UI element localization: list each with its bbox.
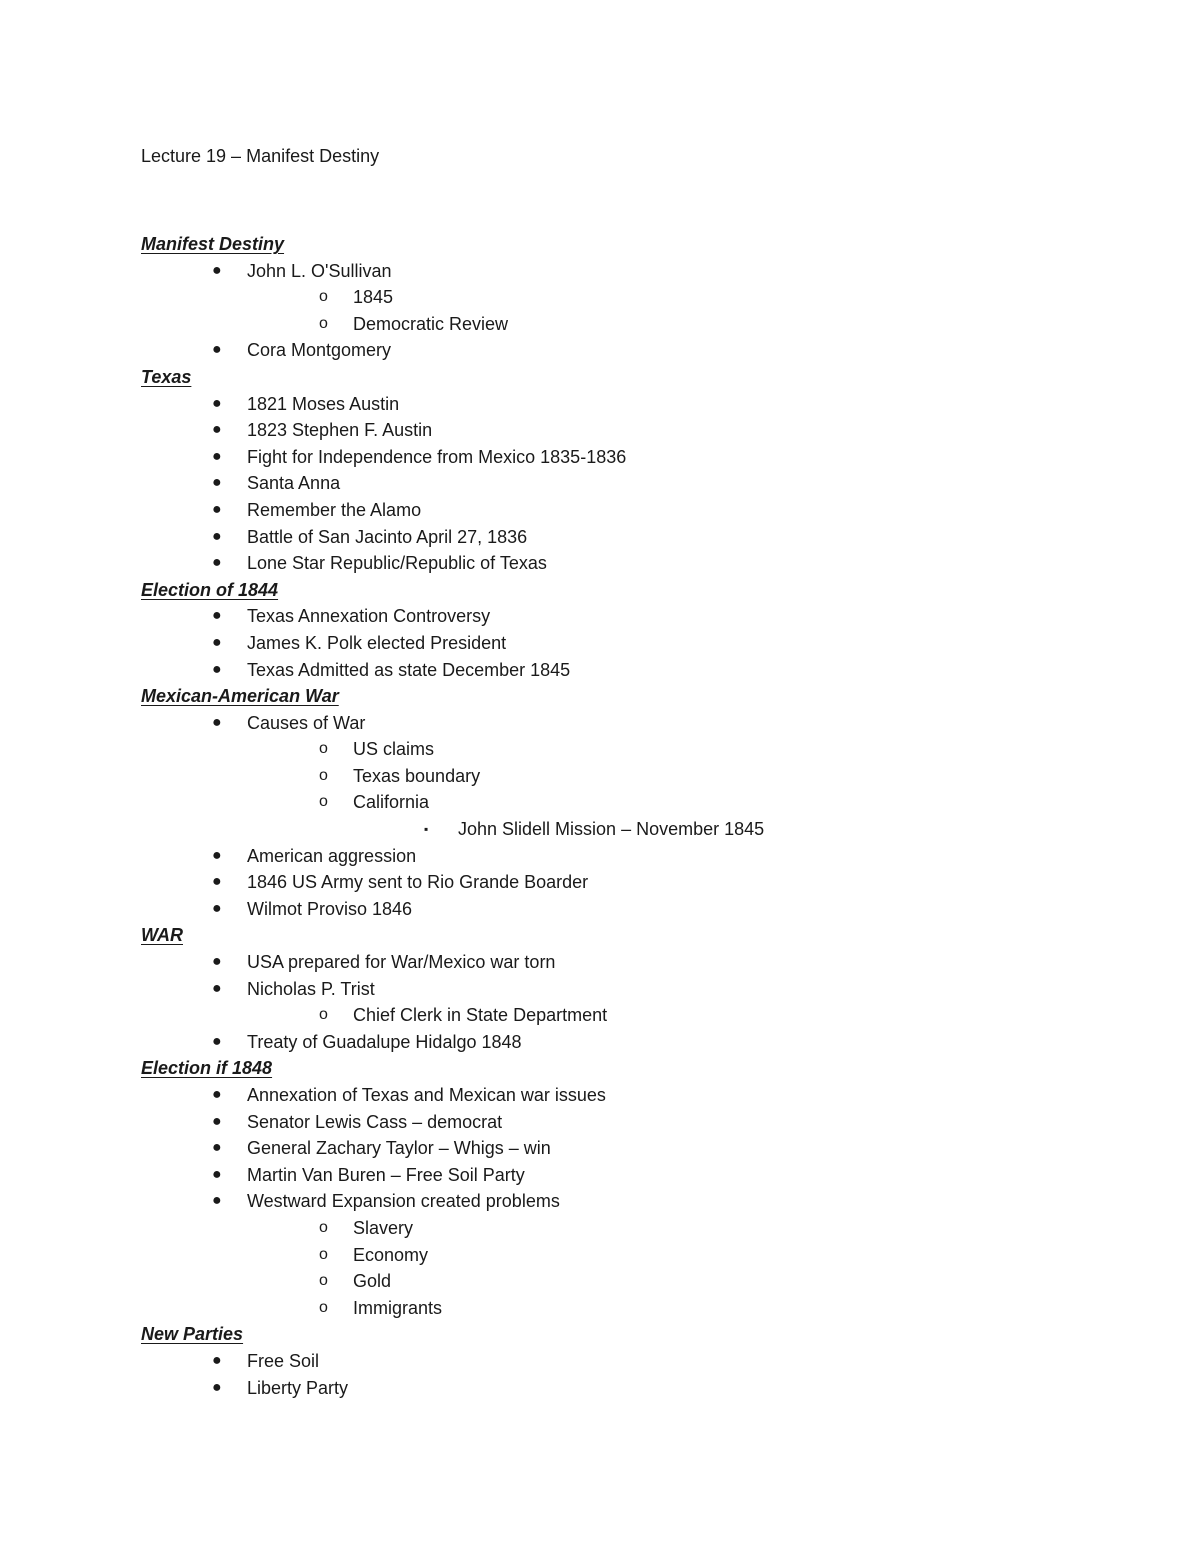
outline-item-level-1: [141, 710, 1141, 737]
bullet-dot-icon: ●: [212, 979, 222, 997]
bullet-dot-icon: ●: [212, 713, 222, 731]
outline-item-text: 1846 US Army sent to Rio Grande Boarder: [247, 872, 589, 893]
bullet-dot-icon: ●: [212, 1351, 222, 1369]
outline-item-text: Slavery: [353, 1217, 414, 1238]
section-heading: WAR: [141, 925, 183, 946]
outline-item-text: Free Soil: [247, 1350, 320, 1371]
bullet-circle-icon: o: [319, 1298, 328, 1316]
bullet-dot-icon: ●: [212, 899, 222, 917]
outline-item-level-1: [141, 524, 1141, 551]
bullet-circle-icon: o: [319, 793, 328, 811]
outline-item-text: Cora Montgomery: [247, 340, 392, 361]
outline-item-level-1: [141, 869, 1141, 896]
bullet-circle-icon: o: [319, 288, 328, 306]
outline-item-level-1: [141, 497, 1141, 524]
outline-item-text: General Zachary Taylor – Whigs – win: [247, 1138, 551, 1159]
section-heading: New Parties: [141, 1324, 244, 1345]
bullet-dot-icon: ●: [212, 394, 222, 412]
outline-item-level-2: [141, 763, 1141, 790]
bullet-dot-icon: ●: [212, 1032, 222, 1050]
outline-item-text: 1845: [353, 287, 394, 308]
outline-item-text: Chief Clerk in State Department: [353, 1005, 608, 1026]
outline-item-level-1: [141, 1162, 1141, 1189]
bullet-circle-icon: o: [319, 766, 328, 784]
outline-item-text: Westward Expansion created problems: [247, 1191, 560, 1212]
outline-item-text: Texas boundary: [353, 765, 481, 786]
outline-item-text: Economy: [353, 1244, 429, 1265]
bullet-dot-icon: ●: [212, 447, 222, 465]
bullet-dot-icon: ●: [212, 500, 222, 518]
outline-item-text: Texas Admitted as state December 1845: [247, 659, 571, 680]
bullet-dot-icon: ●: [212, 1165, 222, 1183]
bullet-dot-icon: ●: [212, 474, 222, 492]
outline-item-text: Texas Annexation Controversy: [247, 606, 491, 627]
bullet-dot-icon: ●: [212, 1086, 222, 1103]
bullet-dot-icon: ●: [212, 1378, 222, 1396]
outline-item-text: Gold: [353, 1271, 392, 1292]
outline-item-text: Remember the Alamo: [247, 499, 422, 520]
bullet-circle-icon: o: [319, 314, 328, 332]
outline-item-text: Fight for Independence from Mexico 1835-1836: [247, 446, 627, 467]
outline-item-text: US claims: [353, 739, 435, 760]
bullet-square-icon: ▪: [424, 822, 429, 837]
outline-item-text: James K. Polk elected President: [247, 632, 507, 653]
outline-item-text: Lone Star Republic/Republic of Texas: [247, 553, 547, 574]
outline-item-level-2: [141, 284, 1141, 311]
outline-item-level-1: [141, 1348, 1141, 1375]
bullet-dot-icon: ●: [212, 846, 222, 864]
outline-item-level-2: [141, 1002, 1141, 1029]
outline-item-text: California: [353, 792, 430, 813]
outline-item-text: John L. O'Sullivan: [247, 260, 392, 281]
bullet-dot-icon: ●: [212, 527, 222, 545]
outline-item-text: Treaty of Guadalupe Hidalgo 1848: [247, 1031, 522, 1052]
outline-item-level-2: [141, 1268, 1141, 1295]
outline-item-text: Battle of San Jacinto April 27, 1836: [247, 526, 528, 547]
outline-item-text: Martin Van Buren – Free Soil Party: [247, 1164, 525, 1185]
outline-item-text: Liberty Party: [247, 1377, 349, 1398]
outline-item-level-1: [141, 1375, 1141, 1402]
outline-item-level-2: [141, 736, 1141, 763]
outline-item-text: American aggression: [247, 845, 417, 866]
outline-item-level-1: [141, 1082, 1141, 1109]
outline-item-level-1: [141, 1029, 1141, 1056]
outline-item-text: John Slidell Mission – November 1845: [458, 819, 765, 840]
outline-item-text: Annexation of Texas and Mexican war issues: [247, 1085, 606, 1105]
outline-item-level-1: [141, 391, 1141, 418]
bullet-circle-icon: o: [319, 1245, 328, 1263]
outline-item-text: Causes of War: [247, 712, 366, 733]
bullet-dot-icon: ●: [212, 1112, 222, 1130]
section-heading: Election of 1844: [141, 579, 279, 600]
bullet-dot-icon: ●: [212, 1139, 222, 1157]
outline-item-text: 1821 Moses Austin: [247, 393, 400, 414]
outline-item-level-1: [141, 949, 1141, 976]
outline-item-level-1: [141, 896, 1141, 923]
outline-item-level-3: [141, 816, 1141, 843]
section-heading: Mexican-American War: [141, 686, 339, 707]
outline-item-text: USA prepared for War/Mexico war torn: [247, 952, 556, 973]
outline-item-level-1: [141, 1109, 1141, 1136]
bullet-circle-icon: o: [319, 1272, 328, 1290]
outline-item-level-2: [141, 1215, 1141, 1242]
outline-item-level-1: [141, 1135, 1141, 1162]
outline-item-text: Wilmot Proviso 1846: [247, 898, 413, 919]
outline-item-level-1: [141, 843, 1141, 870]
outline-item-text: Immigrants: [353, 1297, 443, 1318]
bullet-dot-icon: ●: [212, 633, 222, 651]
outline-item-level-1: [141, 603, 1141, 630]
outline-item-level-2: [141, 1242, 1141, 1269]
section-heading: Manifest Destiny: [141, 234, 285, 254]
outline-item-level-2: [141, 789, 1141, 816]
outline-item-text: Democratic Review: [353, 313, 509, 334]
bullet-circle-icon: o: [319, 1218, 328, 1236]
outline-item-text: Nicholas P. Trist: [247, 978, 375, 999]
bullet-circle-icon: o: [319, 740, 328, 758]
outline-item-text: Santa Anna: [247, 473, 341, 494]
outline-item-level-1: [141, 1188, 1141, 1215]
outline-item-level-1: [141, 470, 1141, 497]
bullet-dot-icon: ●: [212, 607, 222, 625]
outline-item-level-1: [141, 258, 1141, 285]
bullet-dot-icon: ●: [212, 1192, 222, 1210]
section-heading: Texas: [141, 366, 192, 387]
bullet-dot-icon: ●: [212, 341, 222, 359]
outline-item-text: Senator Lewis Cass – democrat: [247, 1111, 503, 1132]
bullet-dot-icon: ●: [212, 261, 222, 279]
bullet-dot-icon: ●: [212, 953, 222, 971]
document-title: Lecture 19 – Manifest Destiny: [141, 146, 380, 166]
outline-item-level-1: [141, 444, 1141, 471]
bullet-dot-icon: ●: [212, 873, 222, 891]
outline-item-level-1: [141, 417, 1141, 444]
outline-item-level-1: [141, 657, 1141, 684]
outline-item-level-2: [141, 311, 1141, 338]
outline-item-level-2: [141, 1295, 1141, 1322]
section-heading: Election if 1848: [141, 1058, 273, 1079]
bullet-dot-icon: ●: [212, 660, 222, 678]
outline-item-level-1: [141, 550, 1141, 577]
bullet-circle-icon: o: [319, 1006, 328, 1024]
outline-item-level-1: [141, 337, 1141, 364]
outline-item-level-1: [141, 976, 1141, 1003]
lecture-outline: [141, 231, 1141, 1401]
bullet-dot-icon: ●: [212, 421, 222, 439]
outline-item-level-1: [141, 630, 1141, 657]
outline-item-text: 1823 Stephen F. Austin: [247, 420, 433, 441]
bullet-dot-icon: ●: [212, 554, 222, 572]
